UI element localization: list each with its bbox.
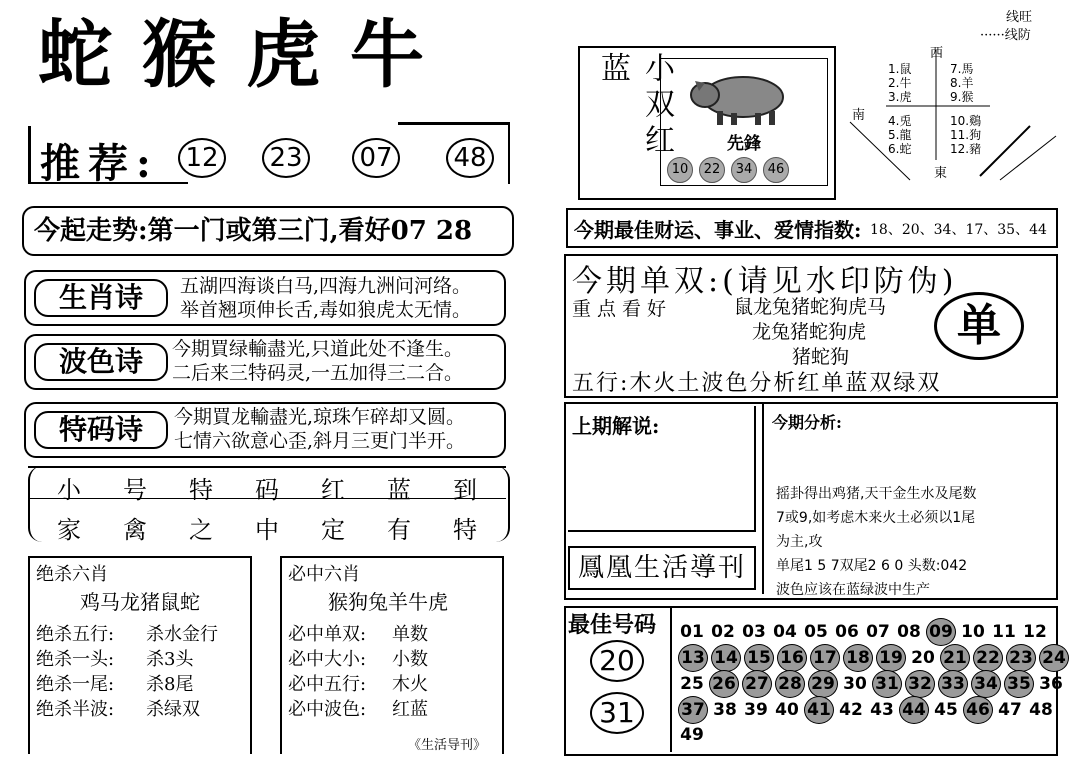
- number-ball: 36: [1039, 674, 1063, 694]
- number-ball: 46: [763, 157, 789, 183]
- compass-right-col: [950, 62, 981, 156]
- kill-key: 绝杀半波:: [36, 699, 115, 720]
- compass-item: 8.羊: [950, 76, 974, 90]
- compass-item: 6.蛇: [888, 142, 912, 156]
- recommend-label: 推荐:: [40, 140, 159, 187]
- compass-item: 4.兎: [888, 114, 912, 128]
- number-ball: 42: [839, 700, 863, 720]
- banner-char: 蓝: [387, 476, 411, 504]
- analysis-line: 波色应该在蓝绿波中生产: [776, 582, 930, 598]
- banner-char: 之: [189, 516, 213, 544]
- poem-line: 举首翘项伸长舌,毒如狼虎太无情。: [180, 299, 472, 321]
- number-row: [678, 618, 1052, 644]
- number-ball: 18: [843, 644, 873, 672]
- number-ball: 13: [678, 644, 708, 672]
- pig-balls: [667, 157, 795, 183]
- focus-line: 鼠龙兔猪蛇狗虎马: [734, 296, 887, 318]
- number-grid: [678, 618, 1066, 752]
- banner-char: 号: [123, 476, 147, 504]
- pig-frame: [660, 58, 828, 186]
- number-ball: 39: [744, 700, 768, 720]
- number-ball: 26: [709, 670, 739, 698]
- recommend-number: 12: [178, 138, 226, 178]
- number-ball: 34: [731, 157, 757, 183]
- number-ball: 22: [973, 644, 1003, 672]
- number-ball: 14: [711, 644, 741, 672]
- analysis-line: 摇卦得出鸡猪,天干金生水及尾数: [776, 486, 977, 502]
- number-row: [678, 696, 1052, 722]
- corner-label: 线防: [1004, 28, 1031, 43]
- banner-char: 特: [189, 476, 213, 504]
- number-ball: 46: [963, 696, 993, 724]
- footer-brand: 《生活导刊》: [408, 738, 487, 753]
- compass-item: 1.鼠: [888, 62, 912, 76]
- compass-item: 7.馬: [950, 62, 974, 76]
- number-ball: 09: [926, 618, 956, 646]
- compass-item: 5.龍: [888, 128, 912, 142]
- compass-west: 西: [930, 46, 944, 61]
- number-ball: 49: [680, 725, 704, 745]
- number-ball: 44: [899, 696, 929, 724]
- number-ball: 25: [680, 674, 704, 694]
- number-ball: 31: [872, 670, 902, 698]
- analysis-label: 今期分析:: [772, 413, 842, 432]
- number-ball: 19: [876, 644, 906, 672]
- vertical-label: 小双红蓝: [595, 52, 674, 160]
- best-pick: 31: [590, 692, 644, 734]
- number-ball: 03: [742, 622, 766, 642]
- compass-item: 12.豬: [950, 142, 982, 156]
- divider: [398, 122, 510, 125]
- number-ball: 24: [1039, 644, 1069, 672]
- compass-item: 3.虎: [888, 90, 912, 104]
- number-row: [678, 644, 1066, 670]
- kill-key: 绝杀五行:: [36, 624, 115, 645]
- poem-label: 波色诗: [34, 343, 168, 381]
- banner-char: 小: [57, 476, 81, 504]
- number-ball: 06: [835, 622, 859, 642]
- number-ball: 27: [742, 670, 772, 698]
- number-ball: 30: [843, 674, 867, 694]
- compass-item: 10.鷄: [950, 114, 982, 128]
- number-ball: 22: [699, 157, 725, 183]
- must-key: 必中单双:: [288, 624, 367, 645]
- poem-line: 今期買绿輸盡光,只道此处不逢生。: [172, 338, 464, 360]
- number-ball: 23: [1006, 644, 1036, 672]
- number-ball: 45: [934, 700, 958, 720]
- compass-item: 2.牛: [888, 76, 912, 90]
- kill-value: 杀8尾: [146, 674, 194, 695]
- poem-line: 五湖四海谈白马,四海九洲问河络。: [180, 275, 472, 297]
- kill-value: 杀水金行: [146, 624, 218, 645]
- best-pick: 20: [590, 640, 644, 682]
- kill-title: 绝杀六肖: [36, 564, 108, 585]
- trend-box: 今起走势:第一门或第三门,看好07 28: [22, 206, 514, 256]
- last-period-label: 上期解说:: [572, 414, 660, 438]
- banner-char: 特: [453, 516, 477, 544]
- number-ball: 17: [810, 644, 840, 672]
- analysis-line: 为主,攻: [776, 534, 823, 550]
- compass-left-col: [888, 62, 911, 156]
- banner-char: 到: [453, 476, 477, 504]
- poem-line: 二后来三特码灵,一五加得三二合。: [172, 362, 464, 384]
- number-ball: 40: [775, 700, 799, 720]
- focus-line: 猪蛇狗: [792, 346, 850, 368]
- number-ball: 05: [804, 622, 828, 642]
- page-title: 蛇猴虎牛: [38, 12, 454, 98]
- number-ball: 10: [961, 622, 985, 642]
- must-value: 红蓝: [392, 699, 428, 720]
- must-key: 必中五行:: [288, 674, 367, 695]
- kill-key: 绝杀一头:: [36, 649, 115, 670]
- divider: [670, 606, 672, 752]
- number-ball: 12: [1023, 622, 1047, 642]
- number-ball: 48: [1029, 700, 1053, 720]
- recommend-number: 48: [446, 138, 494, 178]
- poem-line: 今期買龙輸盡光,琼珠乍碎却又圆。: [174, 406, 466, 428]
- number-ball: 16: [777, 644, 807, 672]
- zodiac-compass: [850, 40, 1060, 180]
- banner-row: [36, 510, 498, 545]
- banner-char: 码: [255, 476, 279, 504]
- focus-line: 龙兔猪蛇狗虎: [752, 321, 867, 343]
- poem-line: 七情六欲意心歪,斜月三更门半开。: [174, 430, 466, 452]
- number-ball: 32: [905, 670, 935, 698]
- poem-label: 生肖诗: [34, 279, 168, 317]
- number-ball: 21: [940, 644, 970, 672]
- recommend-number: 07: [352, 138, 400, 178]
- banner-char: 红: [321, 476, 345, 504]
- number-ball: 33: [938, 670, 968, 698]
- focus-label: 重点看好: [572, 298, 673, 320]
- banner-row: [36, 470, 498, 505]
- number-ball: 15: [744, 644, 774, 672]
- corner-label: 线旺: [1006, 10, 1033, 25]
- index-bar: [566, 208, 1058, 248]
- brand-logo: 鳳凰生活導刊: [568, 546, 756, 590]
- compass-item: 11.狗: [950, 128, 982, 142]
- five-elements: 五行:木火土波色分析红单蓝双绿双: [572, 371, 942, 396]
- number-ball: 07: [866, 622, 890, 642]
- number-ball: 08: [897, 622, 921, 642]
- kill-value: 杀3头: [146, 649, 194, 670]
- number-ball: 38: [713, 700, 737, 720]
- banner-char: 家: [57, 516, 81, 544]
- analysis-line: 单尾1 5 7双尾2 6 0 头数:042: [776, 558, 968, 574]
- number-ball: 29: [808, 670, 838, 698]
- number-row: [678, 722, 1052, 748]
- number-ball: 41: [804, 696, 834, 724]
- corner-label: ······线防: [980, 28, 1031, 43]
- number-ball: 47: [998, 700, 1022, 720]
- analysis-text: [776, 482, 976, 602]
- compass-item: 9.猴: [950, 90, 974, 104]
- number-ball: 01: [680, 622, 704, 642]
- recommend-number: 23: [262, 138, 310, 178]
- number-ball: 43: [870, 700, 894, 720]
- must-value: 小数: [392, 649, 428, 670]
- must-value: 单数: [392, 624, 428, 645]
- kill-key: 绝杀一尾:: [36, 674, 115, 695]
- must-key: 必中大小:: [288, 649, 367, 670]
- must-value: 木火: [392, 674, 428, 695]
- divider: [28, 466, 506, 468]
- number-ball: 02: [711, 622, 735, 642]
- analysis-line: 7或9,如考虑木来火土必须以1尾: [776, 510, 976, 526]
- number-ball: 35: [1004, 670, 1034, 698]
- divider: [508, 122, 510, 184]
- kill-value: 杀绿双: [146, 699, 200, 720]
- number-ball: 37: [678, 696, 708, 724]
- odd-badge: 单: [934, 292, 1024, 360]
- number-ball: 34: [971, 670, 1001, 698]
- banner-char: 定: [321, 516, 345, 544]
- pig-label: 先鋒: [727, 134, 761, 154]
- index-label: 今期最佳财运、事业、爱情指数:: [574, 218, 862, 242]
- number-ball: 11: [992, 622, 1016, 642]
- index-values: 18、20、34、17、35、44: [870, 222, 1047, 238]
- number-ball: 10: [667, 157, 693, 183]
- number-ball: 04: [773, 622, 797, 642]
- banner-char: 中: [255, 516, 279, 544]
- number-ball: 20: [911, 648, 935, 668]
- poem-label: 特码诗: [34, 411, 168, 449]
- must-zodiacs: 猴狗兔羊牛虎: [328, 590, 448, 614]
- compass-south: 南: [852, 108, 866, 123]
- number-row: [678, 670, 1063, 696]
- odd-even-title: 今期单双:(请见水印防伪): [572, 264, 958, 299]
- divider: [762, 404, 768, 594]
- must-title: 必中六肖: [288, 564, 360, 585]
- banner-char: 有: [387, 516, 411, 544]
- must-key: 必中波色:: [288, 699, 367, 720]
- kill-zodiacs: 鸡马龙猪鼠蛇: [80, 590, 200, 614]
- pig-icon: [685, 65, 795, 127]
- banner-char: 禽: [123, 516, 147, 544]
- number-ball: 28: [775, 670, 805, 698]
- compass-east: 東: [934, 166, 948, 181]
- best-label: 最佳号码: [568, 612, 657, 638]
